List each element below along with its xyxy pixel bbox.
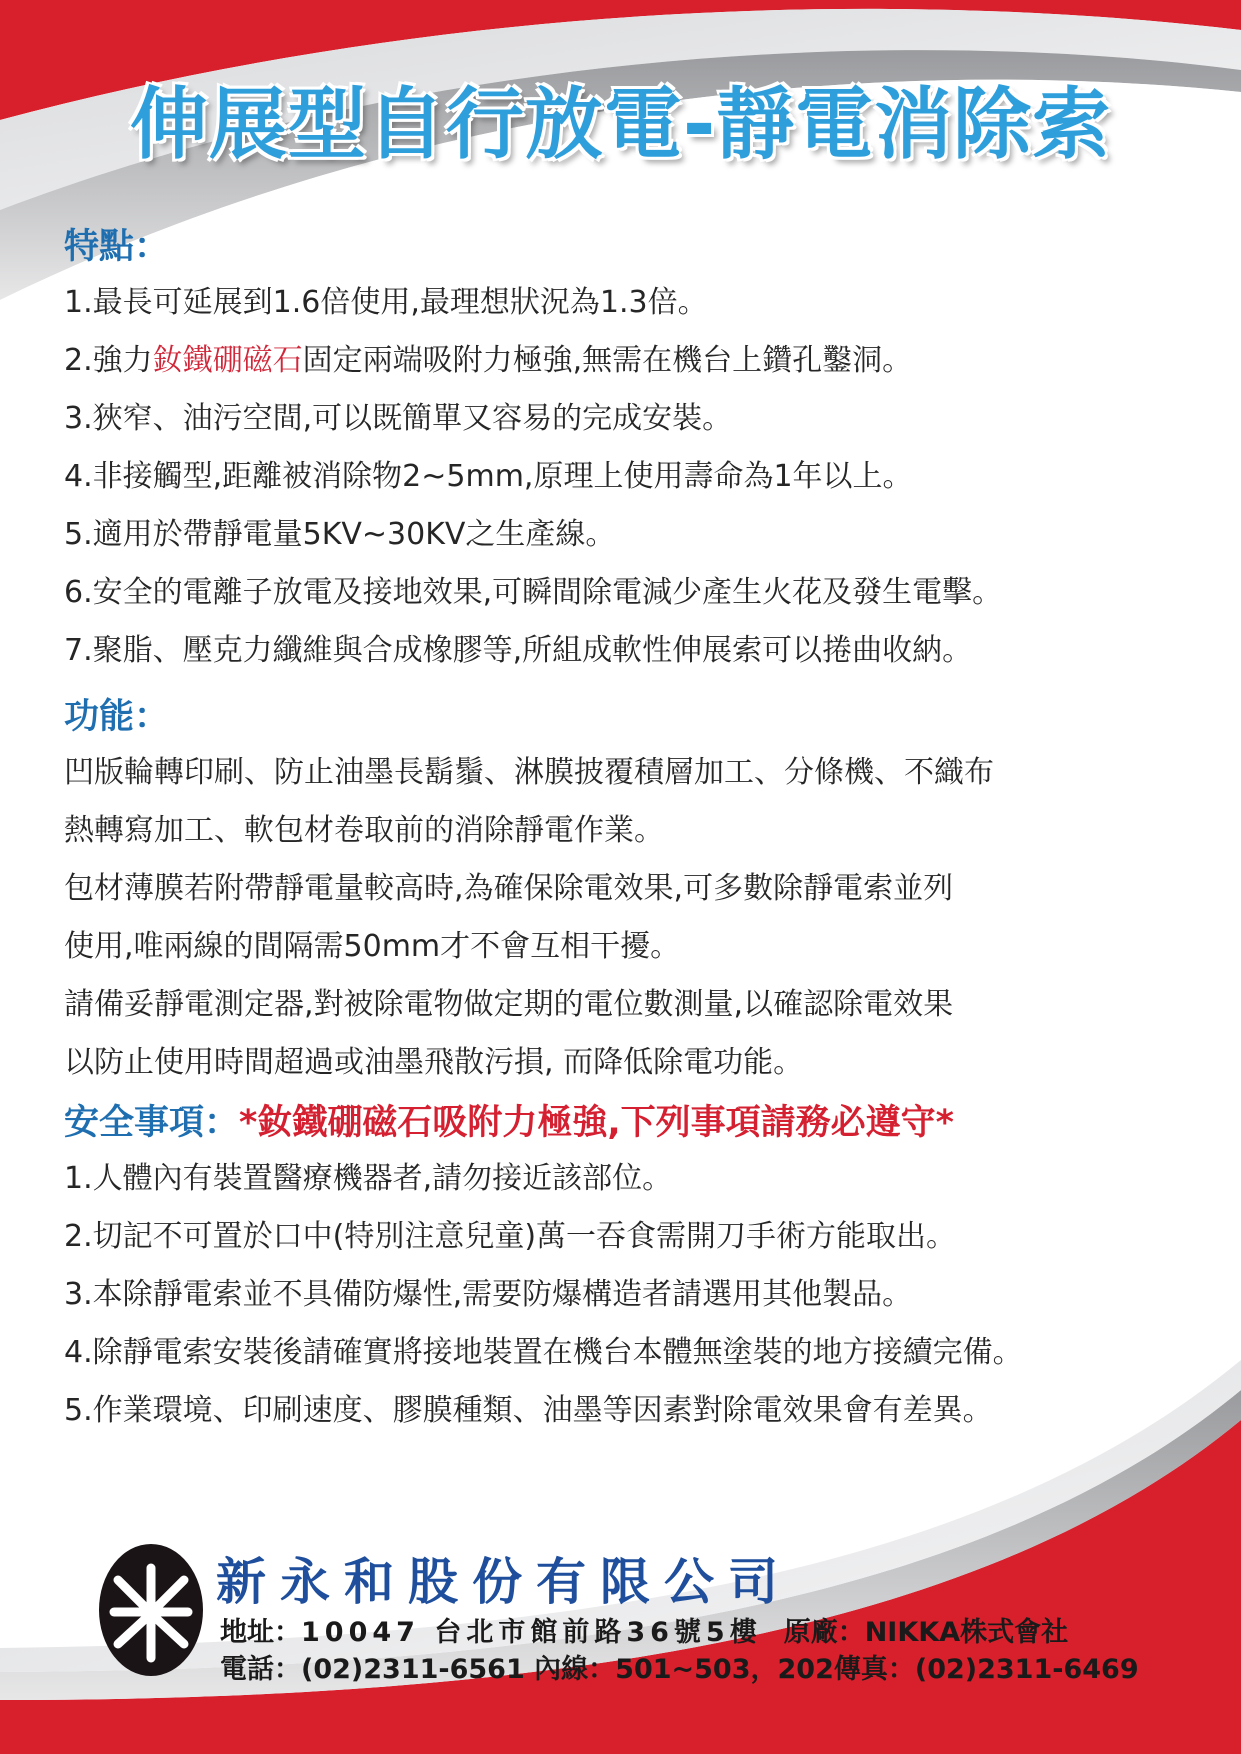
feature-item-1: 1.最長可延展到1.6倍使用,最理想狀況為1.3倍。 bbox=[64, 285, 708, 320]
feature-item-7: 7.聚脂、壓克力纖維與合成橡膠等,所組成軟性伸展索可以捲曲收納。 bbox=[64, 633, 973, 668]
phone-line: 電話：(02)2311-6561 內線：501~503，202傳真：(02)2311-6469 bbox=[220, 1654, 1139, 1685]
function-line-4: 使用,唯兩線的間隔需50mm才不會互相干擾。 bbox=[64, 929, 681, 964]
company-footer bbox=[96, 1540, 1156, 1685]
function-line-3: 包材薄膜若附帶靜電量較高時,為確保除電效果,可多數除靜電索並列 bbox=[64, 871, 954, 906]
features-heading: 特點： bbox=[64, 227, 170, 267]
feature-item-2: 2.強力釹鐵硼磁石固定兩端吸附力極強,無需在機台上鑽孔鑿洞。 bbox=[64, 343, 913, 378]
safety-item-1: 1.人體內有裝置醫療機器者,請勿接近該部位。 bbox=[64, 1161, 673, 1196]
safety-item-4: 4.除靜電索安裝後請確實將接地裝置在機台本體無塗裝的地方接續完備。 bbox=[64, 1335, 1023, 1370]
function-line-2: 熱轉寫加工、軟包材卷取前的消除靜電作業。 bbox=[64, 813, 664, 848]
feature-item-5: 5.適用於帶靜電量5KV~30KV之生產線。 bbox=[64, 517, 616, 552]
safety-heading: 安全事項：*釹鐵硼磁石吸附力極強,下列事項請務必遵守* bbox=[64, 1103, 954, 1143]
function-line-5: 請備妥靜電測定器,對被除電物做定期的電位數測量,以確認除電效果 bbox=[64, 987, 954, 1022]
company-name: 新永和股份有限公司 bbox=[216, 1553, 792, 1611]
function-line-6: 以防止使用時間超過或油墨飛散污損, 而降低除電功能。 bbox=[64, 1045, 804, 1080]
company-logo-icon bbox=[96, 1540, 206, 1680]
content-body bbox=[64, 220, 1194, 1440]
safety-item-3: 3.本除靜電索並不具備防爆性,需要防爆構造者請選用其他製品。 bbox=[64, 1277, 913, 1312]
safety-item-2: 2.切記不可置於口中(特別注意兒童)萬一吞食需開刀手術方能取出。 bbox=[64, 1219, 957, 1254]
function-line-1: 凹版輪轉印刷、防止油墨長鬍鬚、淋膜披覆積層加工、分條機、不織布 bbox=[64, 755, 994, 790]
address-line: 地址：10047 台北市館前路36號5樓 原廠：NIKKA株式會社 bbox=[220, 1617, 1069, 1648]
safety-item-5: 5.作業環境、印刷速度、膠膜種類、油墨等因素對除電效果會有差異。 bbox=[64, 1393, 993, 1428]
magnet-highlight: 釹鐵硼磁石 bbox=[152, 343, 303, 378]
page-title: 伸展型自行放電-靜電消除索 bbox=[129, 80, 1112, 170]
feature-item-4: 4.非接觸型,距離被消除物2~5mm,原理上使用壽命為1年以上。 bbox=[64, 459, 913, 494]
safety-warning: *釹鐵硼磁石吸附力極強,下列事項請務必遵守* bbox=[239, 1103, 954, 1143]
functions-heading: 功能： bbox=[64, 697, 170, 737]
feature-item-3: 3.狹窄、油污空間,可以既簡單又容易的完成安裝。 bbox=[64, 401, 733, 436]
feature-item-6: 6.安全的電離子放電及接地效果,可瞬間除電減少產生火花及發生電擊。 bbox=[64, 575, 1003, 610]
